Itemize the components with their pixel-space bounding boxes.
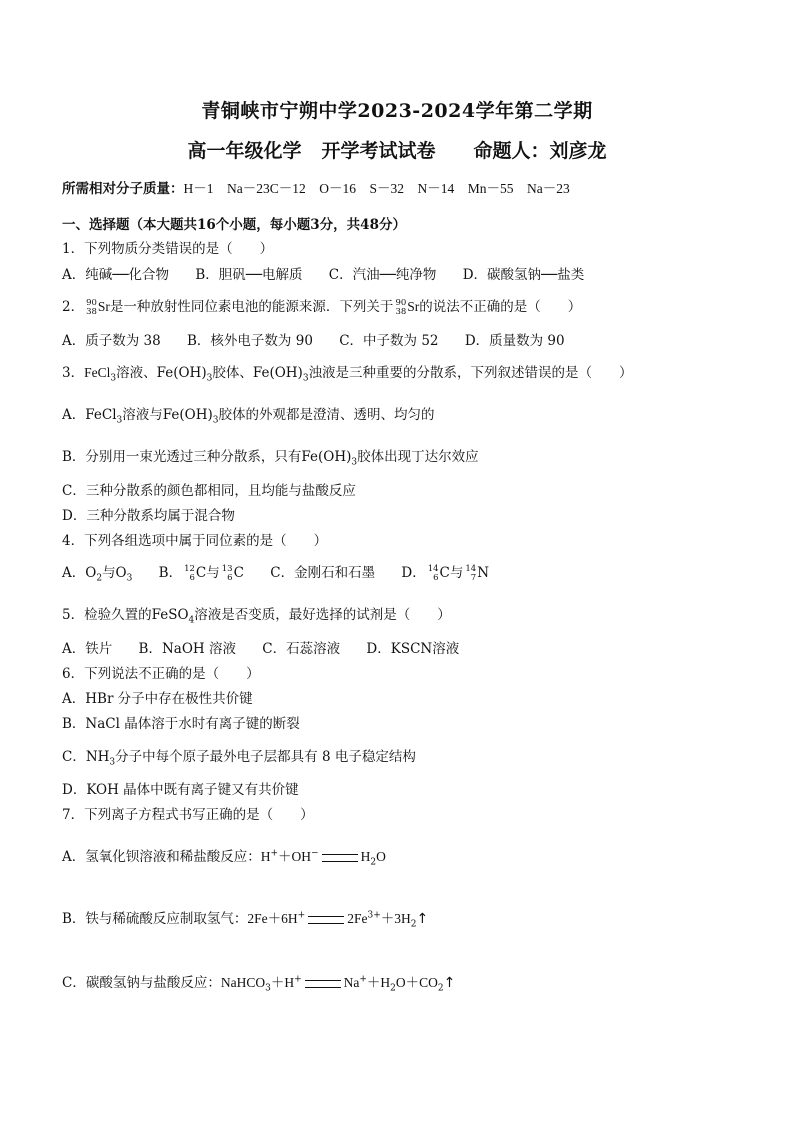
- c14-mass: 14: [427, 563, 439, 574]
- q7c-sub-1: 3: [265, 983, 271, 994]
- q6-option-c[interactable]: [62, 748, 416, 766]
- q2-option-b[interactable]: B．核外电子数为 90: [187, 333, 313, 349]
- q7b-text: B．铁与稀硫酸反应制取氢气：: [62, 911, 248, 927]
- q7a-h: H: [260, 849, 271, 864]
- q4-option-c[interactable]: C．金刚石和石墨: [270, 565, 376, 581]
- c12-z: 6: [189, 572, 195, 583]
- c13-symbol: C: [233, 565, 244, 582]
- q2-stem-end: 的说法不正确的是（ ）: [419, 299, 582, 315]
- q7c-charge-2: +: [359, 974, 367, 985]
- q3a-text-1: A．FeCl: [62, 407, 117, 423]
- sr-atomic-number: 38: [86, 306, 97, 317]
- q1-option-d[interactable]: D．碳酸氢钠──盐类: [462, 267, 585, 283]
- q3-option-a[interactable]: [62, 406, 434, 424]
- q3-option-d[interactable]: D．三种分散系均属于混合物: [62, 508, 235, 524]
- exam-title-subject: [0, 136, 794, 163]
- q7-option-c[interactable]: [62, 974, 455, 992]
- q7c-sub-3: 2: [437, 983, 444, 994]
- gas-arrow-icon: ↑: [416, 911, 429, 927]
- masses-label: 所需相对分子质量：: [62, 181, 184, 197]
- q1-option-b[interactable]: B．胆矾──电解质: [195, 267, 303, 283]
- q3a-text-2: 溶液与Fe(OH): [122, 407, 213, 423]
- section-heading: 一、选择题（本大题共16个小题，每小题3分，共48分）: [62, 217, 406, 233]
- q5-text-1: 5．检验久置的FeSO: [62, 607, 189, 623]
- gas-arrow-icon: ↑: [443, 975, 456, 991]
- exam-name: 开学考试试卷: [321, 140, 436, 162]
- q7a-water-h: H: [360, 849, 371, 864]
- q4a-sub-2: 3: [126, 573, 133, 584]
- q1-option-a[interactable]: A．纯碱──化合物: [62, 267, 170, 283]
- q3a-sub-1: 3: [116, 415, 123, 426]
- q6-option-b[interactable]: B．NaCl 晶体溶于水时有离子键的断裂: [62, 716, 300, 732]
- q4d-label: D．: [401, 565, 426, 581]
- q5-option-d[interactable]: D．KSCN溶液: [366, 641, 460, 657]
- q2-option-c[interactable]: C．中子数为 52: [339, 333, 439, 349]
- q3-sub-1: 3: [110, 373, 117, 384]
- q7a-text: A．氢氧化钡溶液和稀盐酸反应：: [62, 849, 261, 865]
- sr-atomic-number-2: 38: [395, 306, 407, 317]
- q4-option-d[interactable]: [401, 564, 489, 583]
- c14-symbol: C: [439, 565, 450, 582]
- q5-sub: 4: [188, 615, 195, 626]
- q2-number: 2．: [62, 299, 85, 315]
- q7c-charge-1: +: [294, 974, 302, 985]
- q7c-co: O＋CO: [395, 975, 438, 990]
- q6-option-a[interactable]: A．HBr 分子中存在极性共价键: [62, 691, 253, 707]
- q7c-text: C．碳酸氢钠与盐酸反应：: [62, 975, 221, 991]
- c13-z: 6: [227, 572, 233, 583]
- q7a-plus: ＋: [278, 849, 292, 865]
- q6c-text-2: 分子中每个原子最外电子层都具有 8 电子稳定结构: [115, 749, 416, 765]
- q3-text-2: 溶液、Fe(OH): [116, 365, 207, 381]
- n14-symbol: N: [477, 565, 490, 582]
- q3-sub-3: 3: [302, 373, 309, 384]
- question-2-stem: [62, 298, 581, 317]
- q4b-label: B．: [158, 565, 183, 581]
- q7c-nahco: NaHCO: [220, 975, 266, 990]
- q4b-and: 与: [206, 565, 220, 581]
- q5-option-a[interactable]: A．铁片: [62, 641, 113, 657]
- sr-nuclide: [86, 298, 110, 317]
- sr-mass-number: 90: [86, 297, 97, 308]
- equals-sign: [308, 916, 344, 924]
- sr-nuclide-2: [395, 298, 419, 317]
- q5-option-c[interactable]: C．石蕊溶液: [262, 641, 341, 657]
- q7-option-b[interactable]: [62, 910, 428, 928]
- q7b-charge-1: +: [297, 910, 306, 921]
- course-name: 高一年级化学: [187, 140, 302, 162]
- q7b-fe: 2Fe: [347, 911, 368, 926]
- c13-mass: 13: [221, 563, 233, 574]
- q7c-h2: ＋H: [366, 975, 391, 990]
- q7-option-a[interactable]: [62, 848, 386, 866]
- c12-nuclide: [184, 564, 206, 583]
- question-4-options: [62, 564, 511, 583]
- question-2-options: [62, 332, 587, 350]
- q7c-h: ＋H: [270, 975, 295, 990]
- q5-option-b[interactable]: B．NaOH 溶液: [138, 641, 236, 657]
- q7c-sub-2: 2: [390, 983, 396, 994]
- q3b-text-2: 胶体出现丁达尔效应: [357, 449, 479, 465]
- q1-option-c[interactable]: C．汽油──纯净物: [328, 267, 437, 283]
- q7b-sub: 2: [410, 919, 417, 930]
- q3-fecl3: FeCl: [84, 365, 111, 380]
- exam-author: 命题人：刘彦龙: [473, 140, 607, 162]
- n14-nuclide: [465, 564, 489, 583]
- sr-mass-number-2: 90: [395, 297, 407, 308]
- c14-nuclide: [428, 564, 450, 583]
- question-7-stem: 7．下列离子方程式书写正确的是（ ）: [62, 807, 314, 823]
- n14-mass: 14: [465, 563, 477, 574]
- q3b-text-1: B．分别用一束光透过三种分散系，只有Fe(OH): [62, 449, 352, 465]
- sr-symbol-2: Sr: [407, 299, 420, 315]
- question-6-stem: 6．下列说法不正确的是（ ）: [62, 666, 260, 682]
- masses-values: H－1 Na－23C－12 O－16 S－32 N－14 Mn－55 Na－23: [183, 181, 570, 196]
- q4a-o2: A．O: [62, 565, 97, 581]
- q6-option-d[interactable]: D．KOH 晶体中既有离子键又有共价键: [62, 782, 299, 798]
- q3-text-3: 胶体、Fe(OH): [212, 365, 303, 381]
- equals-sign: [322, 854, 358, 862]
- q7a-water-sub: 2: [370, 857, 377, 868]
- question-5-stem: [62, 606, 451, 624]
- q7c-na: Na: [343, 975, 360, 990]
- q3-text-4: 浊液是三种重要的分散系，下列叙述错误的是（ ）: [308, 365, 633, 381]
- question-1-options: [62, 266, 606, 284]
- q7a-charge-2: −: [311, 848, 319, 859]
- c13-nuclide: [222, 564, 244, 583]
- q3b-sub: 3: [351, 457, 358, 468]
- n14-z: 7: [470, 572, 477, 583]
- c12-symbol: C: [195, 565, 207, 582]
- q2-option-a[interactable]: A．质子数为 38: [62, 333, 161, 349]
- q2-stem-mid: 是一种放射性同位素电池的能源来源．下列关于: [109, 299, 394, 315]
- equals-sign: [305, 980, 341, 988]
- q7b-left: 2Fe＋6H: [247, 911, 298, 926]
- relative-masses: [62, 180, 570, 198]
- c14-z: 6: [433, 572, 439, 583]
- q4d-and: 与: [449, 565, 464, 581]
- q4a-o3: 与O: [102, 565, 127, 581]
- question-4-stem: 4．下列各组选项中属于同位素的是（ ）: [62, 533, 328, 549]
- question-5-options: [62, 640, 481, 658]
- q7a-charge-1: +: [270, 848, 279, 859]
- question-3-stem: [62, 364, 633, 382]
- q4-option-b[interactable]: [159, 564, 244, 583]
- q3-sub-2: 3: [206, 373, 213, 384]
- question-1-stem: 1．下列物质分类错误的是（ ）: [62, 241, 274, 257]
- q3-number: 3．: [62, 365, 85, 381]
- q3-option-b[interactable]: [62, 448, 479, 466]
- q4a-sub-1: 2: [96, 573, 103, 584]
- q4-option-a[interactable]: [62, 564, 132, 582]
- q3a-text-3: 胶体的外观都是澄清、透明、均匀的: [218, 407, 435, 423]
- q7b-h2: ＋3H: [380, 911, 411, 926]
- q5-text-2: 溶液是否变质，最好选择的试剂是（ ）: [194, 607, 451, 623]
- q3-option-c[interactable]: C．三种分散系的颜色都相同，且均能与盐酸反应: [62, 483, 356, 499]
- q6c-sub: 3: [109, 757, 116, 768]
- c12-mass: 12: [184, 563, 195, 574]
- q7b-charge-2: 3+: [367, 910, 381, 921]
- q7a-oh: OH: [291, 849, 312, 864]
- exam-title-school: 青铜峡市宁朔中学2023-2024学年第二学期: [201, 100, 593, 122]
- q2-option-d[interactable]: D．质量数为 90: [464, 333, 565, 349]
- q3a-sub-2: 3: [212, 415, 219, 426]
- q6c-text-1: C．NH: [62, 749, 110, 765]
- q7a-water-o: O: [376, 849, 386, 864]
- sr-symbol: Sr: [97, 299, 110, 315]
